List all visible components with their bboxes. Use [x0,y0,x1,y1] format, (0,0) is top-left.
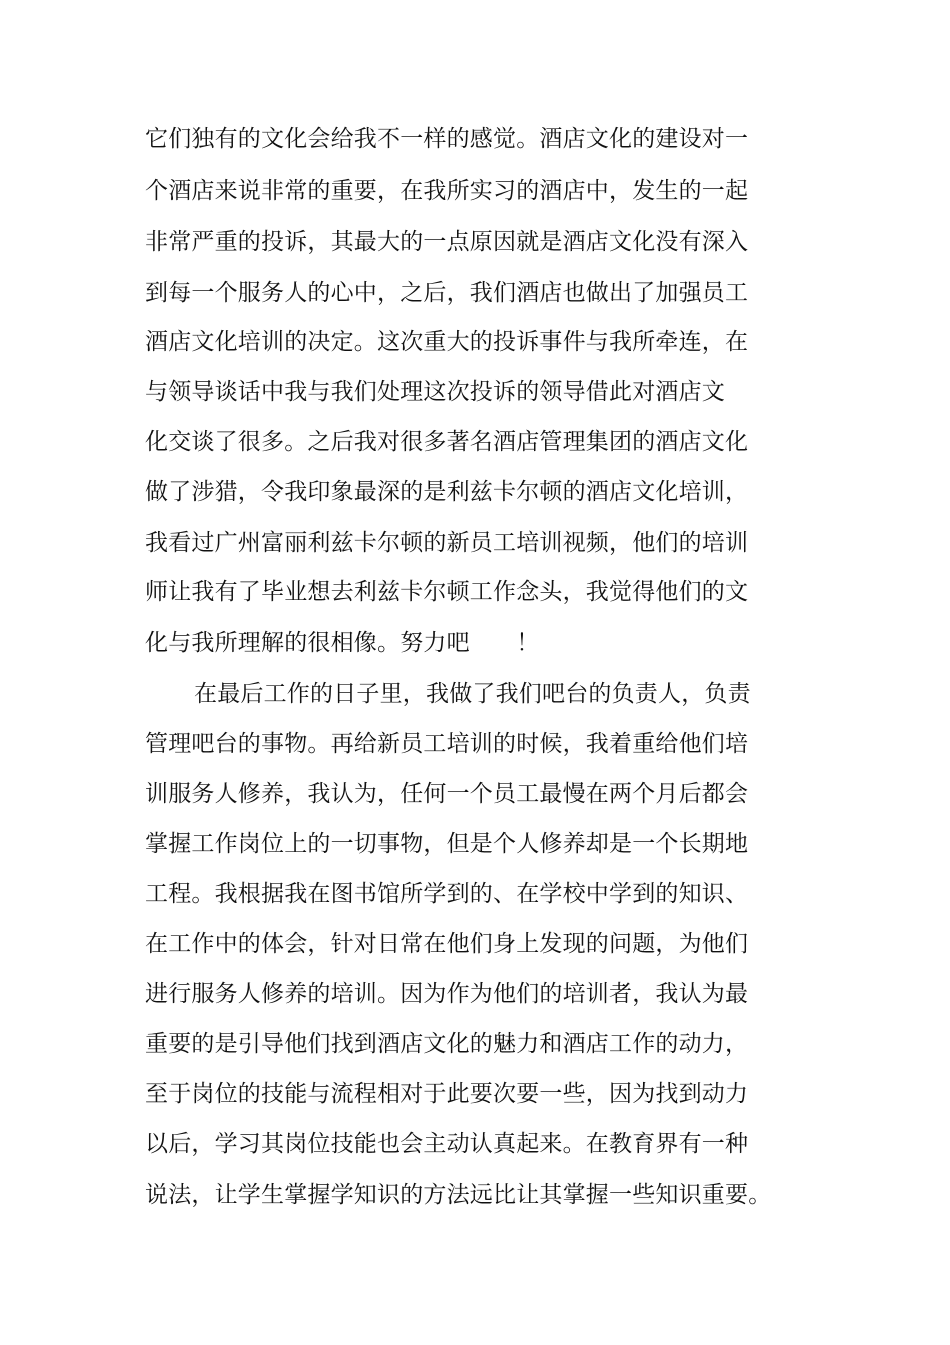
text-line: 化交谈了很多。之后我对很多著名酒店管理集团的酒店文化 [145,429,749,455]
text-line: 在工作中的体会，针对日常在他们身上发现的问题，为他们 [145,931,749,957]
text-line: 管理吧台的事物。再给新员工培训的时候，我着重给他们培 [145,731,749,757]
text-line: 我看过广州富丽利兹卡尔顿的新员工培训视频，他们的培训 [145,530,749,556]
text-line: 它们独有的文化会给我不一样的感觉。酒店文化的建设对一 [145,126,749,152]
text-line: 化与我所理解的很相像。努力吧 ！ [145,630,540,656]
paragraph-first-line: 在最后工作的日子里，我做了我们吧台的负责人，负责 [194,681,751,707]
text-line: 到每一个服务人的心中，之后，我们酒店也做出了加强员工 [145,280,749,306]
text-line: 说法，让学生掌握学知识的方法远比让其掌握一些知识重要。 [145,1182,772,1208]
text-line: 酒店文化培训的决定。这次重大的投诉事件与我所牵连，在 [145,329,749,355]
text-line: 重要的是引导他们找到酒店文化的魅力和酒店工作的动力， [145,1031,749,1057]
text-line: 进行服务人修养的培训。因为作为他们的培训者，我认为最 [145,981,749,1007]
text-line: 掌握工作岗位上的一切事物，但是个人修养却是一个长期地 [145,831,749,857]
text-line: 个酒店来说非常的重要，在我所实习的酒店中，发生的一起 [145,178,749,204]
text-line: 非常严重的投诉，其最大的一点原因就是酒店文化没有深入 [145,229,749,255]
text-line: 训服务人修养，我认为，任何一个员工最慢在两个月后都会 [145,781,749,807]
text-line: 师让我有了毕业想去利兹卡尔顿工作念头，我觉得他们的文 [145,579,749,605]
text-line: 至于岗位的技能与流程相对于此要次要一些，因为找到动力 [145,1081,749,1107]
text-line: 以后，学习其岗位技能也会主动认真起来。在教育界有一种 [145,1131,749,1157]
text-line: 工程。我根据我在图书馆所学到的、在学校中学到的知识、 [145,881,749,907]
text-line: 做了涉猎，令我印象最深的是利兹卡尔顿的酒店文化培训， [145,479,749,505]
text-line: 与领导谈话中我与我们处理这次投诉的领导借此对酒店文 [145,379,725,405]
